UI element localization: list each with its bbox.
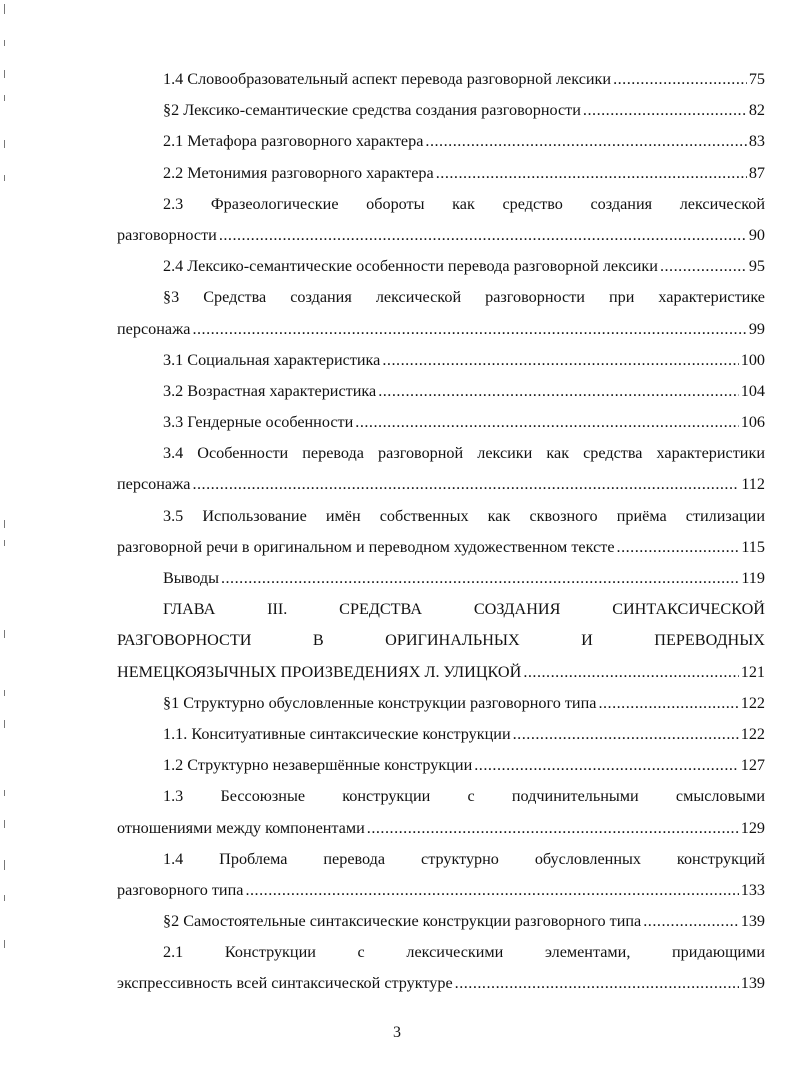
- dot-leader: [192, 314, 746, 345]
- toc-entry-title-continued: персонажа: [117, 475, 191, 494]
- dot-leader: [523, 657, 738, 688]
- toc-entry: [117, 906, 765, 937]
- toc-entry-title-continued: разговорности: [117, 225, 217, 244]
- dot-leader: [192, 469, 739, 500]
- toc-entry: [117, 126, 765, 157]
- toc-page-number: 90: [748, 225, 765, 244]
- toc-entry-title: 3.1 Социальная характеристика: [163, 350, 381, 369]
- toc-entry-title-continued: отношениями между компонентами: [117, 818, 365, 837]
- dot-leader: [598, 688, 738, 719]
- dot-leader: [382, 345, 738, 376]
- toc-page-number: 87: [748, 163, 765, 182]
- toc-page-number: 99: [748, 319, 765, 338]
- toc-page-number: 112: [741, 475, 765, 494]
- toc-entry: [117, 251, 765, 282]
- toc-page-number: 129: [740, 818, 765, 837]
- toc-entry-title: 2.4 Лексико-семантические особенности перевода разговорной лексики: [163, 257, 658, 276]
- dot-leader: [436, 158, 747, 189]
- toc-page-number: 104: [740, 381, 765, 400]
- toc-entry: [117, 438, 765, 500]
- toc-entry-title: 1.1. Конситуативные синтаксические конструкции: [163, 724, 511, 743]
- toc-page-number: 100: [740, 350, 765, 369]
- toc-chapter-title-continued: НЕМЕЦКОЯЗЫЧНЫХ ПРОИЗВЕДЕНИЯХ Л. УЛИЦКОЙ: [117, 662, 522, 681]
- toc-page-number: 139: [740, 912, 765, 931]
- toc-page-number: 139: [740, 974, 765, 993]
- dot-leader: [474, 750, 738, 781]
- toc-page-number: 82: [748, 101, 765, 120]
- toc-entry: [117, 282, 765, 344]
- toc-chapter-title-continued: РАЗГОВОРНОСТИ В ОРИГИНАЛЬНЫХ И ПЕРЕВОДНЫХ: [117, 631, 765, 650]
- toc-entry: [117, 781, 765, 843]
- toc-entry-title: Выводы: [163, 569, 219, 587]
- toc-entry-title: 3.3 Гендерные особенности: [163, 413, 354, 432]
- toc-page-number: 121: [740, 662, 765, 681]
- dot-leader: [355, 407, 738, 438]
- dot-leader: [643, 906, 738, 937]
- toc-entry-title: §3 Средства создания лексической разговорности при характеристике: [163, 288, 765, 307]
- toc-entry-title: 3.4 Особенности перевода разговорной лексики как средства характеристики: [163, 444, 765, 463]
- toc-entry-title: 1.4 Словообразовательный аспект перевода разговорной лексики: [163, 70, 612, 88]
- scan-margin-marks: [4, 0, 14, 1084]
- toc-entry-title: 3.5 Использование имён собственных как сквозного приёма стилизации: [163, 506, 765, 525]
- toc-entry: [117, 563, 765, 594]
- toc-entry-title-continued: разговорного типа: [117, 880, 244, 899]
- toc-entry: [117, 501, 765, 563]
- toc-entry-title: 2.2 Метонимия разговорного характера: [163, 163, 434, 182]
- toc-page-number: 106: [740, 413, 765, 432]
- toc-entry: [117, 189, 765, 251]
- toc-entry-title: §2 Самостоятельные синтаксические конструкции разговорного типа: [163, 912, 642, 931]
- toc-entry-title-continued: разговорной речи в оригинальном и переводном художественном тексте: [117, 537, 615, 556]
- toc-page-number: 127: [740, 756, 765, 775]
- toc-entry-title-continued: персонажа: [117, 319, 191, 338]
- toc-page-number: 122: [740, 724, 765, 743]
- toc-entry: [117, 688, 765, 719]
- dot-leader: [613, 64, 747, 95]
- dot-leader: [367, 813, 739, 844]
- toc-entry: [117, 158, 765, 189]
- toc-entry-title: 3.2 Возрастная характеристика: [163, 381, 377, 400]
- toc-entry: [117, 937, 765, 999]
- toc-page-number: 122: [740, 693, 765, 712]
- toc-entry-title-continued: экспрессивность всей синтаксической структуре: [117, 974, 453, 993]
- toc-entry: [117, 64, 765, 95]
- toc-entry-title: 1.3 Бессоюзные конструкции с подчинительными смысловыми: [163, 787, 765, 806]
- toc-entry-title: 2.3 Фразеологические обороты как средство создания лексической: [163, 194, 765, 213]
- page-number: 3: [393, 1024, 401, 1041]
- toc-entry-title: 2.1 Метафора разговорного характера: [163, 132, 424, 151]
- toc-entry-title: 1.2 Структурно незавершённые конструкции: [163, 756, 473, 775]
- dot-leader: [660, 251, 747, 282]
- dot-leader: [583, 95, 747, 126]
- dot-leader: [425, 126, 746, 157]
- dot-leader: [378, 376, 739, 407]
- dot-leader: [455, 968, 739, 999]
- toc-entry: [117, 407, 765, 438]
- toc-page-number: 119: [741, 569, 765, 587]
- dot-leader: [245, 875, 738, 906]
- toc-entry: [117, 719, 765, 750]
- dot-leader: [219, 220, 747, 251]
- toc-page-number: 75: [748, 70, 765, 88]
- toc-chapter-entry: [117, 594, 765, 688]
- toc-entry: [117, 844, 765, 906]
- dot-leader: [617, 532, 740, 563]
- toc-entry-title: 1.4 Проблема перевода структурно обусловленных конструкций: [163, 849, 765, 868]
- toc-entry-title: 2.1 Конструкции с лексическими элементами, придающими: [163, 943, 765, 962]
- dot-leader: [221, 563, 739, 594]
- table-of-contents: [117, 64, 765, 1000]
- toc-page-number: 83: [748, 132, 765, 151]
- dot-leader: [513, 719, 739, 750]
- toc-entry-title: §1 Структурно обусловленные конструкции разговорного типа: [163, 693, 597, 712]
- toc-page-number: 95: [748, 257, 765, 276]
- toc-chapter-title: ГЛАВА III. СРЕДСТВА СОЗДАНИЯ СИНТАКСИЧЕСКОЙ: [163, 600, 765, 619]
- toc-page-number: 115: [741, 537, 765, 556]
- toc-entry: [117, 376, 765, 407]
- toc-entry: [117, 750, 765, 781]
- toc-entry-title: §2 Лексико-семантические средства создания разговорности: [163, 101, 581, 120]
- toc-page-number: 133: [740, 880, 765, 899]
- toc-entry: [117, 345, 765, 376]
- toc-entry: [117, 95, 765, 126]
